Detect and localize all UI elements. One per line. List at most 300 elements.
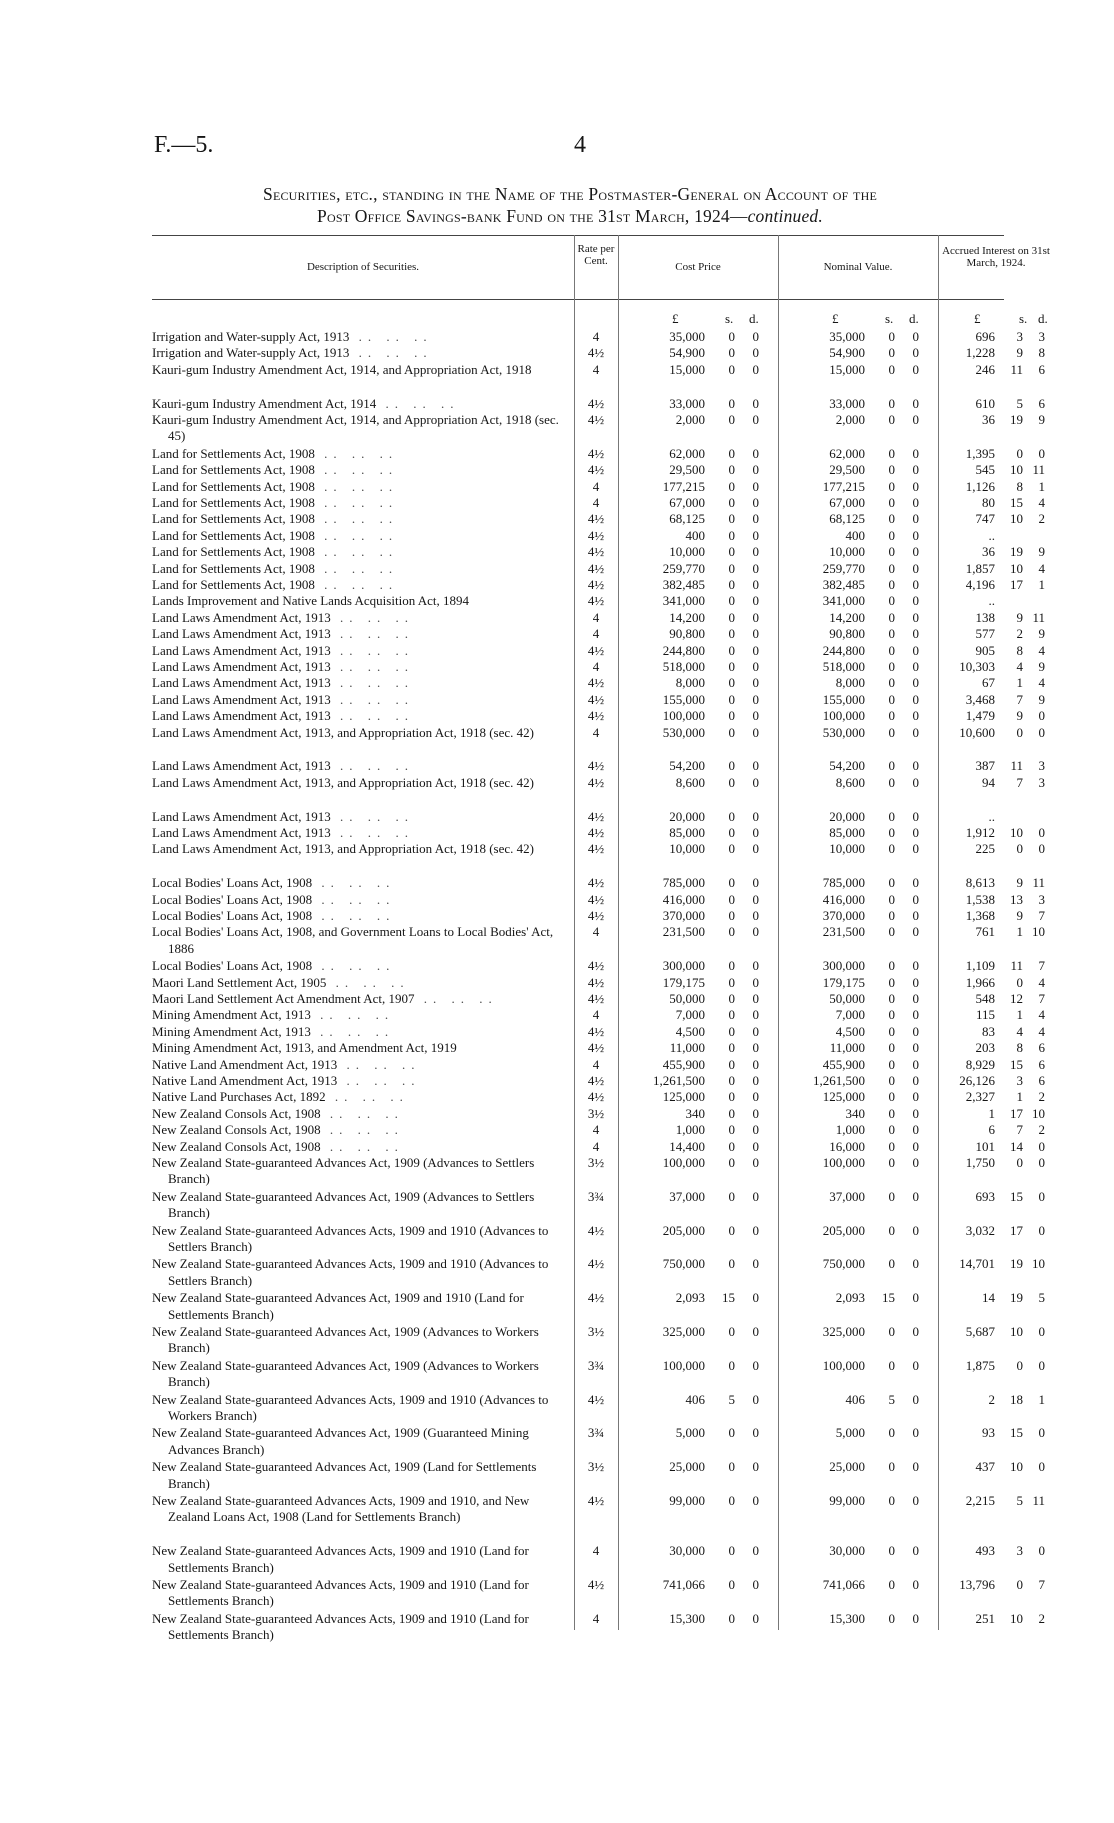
nominal-pounds: 35,000 bbox=[829, 329, 865, 344]
nominal-pence: 0 bbox=[912, 1188, 919, 1204]
nominal-pounds: 90,800 bbox=[829, 626, 865, 642]
row-rate: 4½ bbox=[587, 527, 605, 543]
cost-pence: 0 bbox=[752, 1222, 759, 1238]
interest-pence: 10 bbox=[1032, 924, 1045, 940]
dot-leader: .. .. .. bbox=[314, 544, 399, 560]
description-text: Irrigation and Water-supply Act, 1913 bbox=[152, 345, 350, 361]
nominal-pounds: 50,000 bbox=[829, 991, 865, 1006]
nominal-shillings: 5 bbox=[888, 1391, 895, 1407]
nominal-pounds: 15,000 bbox=[829, 361, 865, 377]
interest-pounds: 203 bbox=[975, 1040, 995, 1056]
nominal-pounds: 1,261,500 bbox=[813, 1073, 865, 1088]
description-text: Lands Improvement and Native Lands Acquisition Act, 1894 bbox=[152, 593, 469, 609]
interest-pence: 8 bbox=[1038, 345, 1045, 361]
nominal-shillings: 0 bbox=[888, 560, 895, 576]
interest-pence: 4 bbox=[1038, 560, 1045, 576]
nominal-pence: 0 bbox=[912, 593, 919, 609]
row-rate: 4½ bbox=[587, 395, 605, 411]
interest-pence: 9 bbox=[1038, 412, 1045, 427]
cost-shillings: 0 bbox=[728, 626, 735, 642]
interest-pence: 0 bbox=[1038, 1155, 1045, 1170]
nominal-pence: 0 bbox=[912, 495, 919, 510]
dot-leader: .. .. .. bbox=[330, 691, 414, 707]
description-text: Land for Settlements Act, 1908 bbox=[152, 478, 315, 494]
interest-pounds: 3,468 bbox=[965, 691, 995, 707]
cost-shillings: 0 bbox=[728, 361, 735, 377]
interest-pence: 6 bbox=[1038, 361, 1045, 377]
row-rate: 4 bbox=[592, 659, 600, 674]
dot-leader: .. .. .. bbox=[349, 345, 433, 361]
interest-shillings: 17 bbox=[1010, 1105, 1023, 1121]
cost-shillings: 0 bbox=[728, 1188, 735, 1204]
description-text: New Zealand Consols Act, 1908 bbox=[152, 1138, 321, 1154]
cost-pounds: 205,000 bbox=[662, 1222, 705, 1238]
nominal-pounds: 99,000 bbox=[829, 1493, 865, 1508]
interest-pence: 10 bbox=[1032, 1105, 1045, 1121]
cost-pounds: 14,400 bbox=[669, 1138, 705, 1154]
title-continued: continued. bbox=[747, 206, 823, 226]
row-description bbox=[152, 544, 568, 560]
nominal-shillings: 0 bbox=[888, 1256, 895, 1272]
row-description bbox=[152, 462, 568, 478]
row-rate: 3½ bbox=[587, 1459, 605, 1475]
cost-pounds: 67,000 bbox=[669, 495, 705, 510]
cost-shillings: 0 bbox=[728, 445, 735, 461]
nominal-pence: 0 bbox=[912, 774, 919, 790]
interest-pounds: 101 bbox=[975, 1138, 995, 1154]
cost-pounds: 29,500 bbox=[669, 462, 705, 478]
description-text: Land for Settlements Act, 1908 bbox=[152, 511, 315, 527]
interest-pence: 0 bbox=[1038, 1425, 1045, 1441]
interest-pounds: 1,912 bbox=[965, 825, 995, 840]
cost-shillings: 0 bbox=[728, 1155, 735, 1170]
nominal-pounds: 455,900 bbox=[822, 1056, 865, 1072]
interest-shillings: 9 bbox=[1016, 875, 1023, 891]
interest-pounds: 1,857 bbox=[965, 560, 995, 576]
interest-pence: 1 bbox=[1038, 478, 1045, 494]
description-text: Native Land Amendment Act, 1913 bbox=[152, 1073, 338, 1088]
row-description bbox=[152, 975, 568, 991]
cost-pence: 0 bbox=[752, 361, 759, 377]
row-description bbox=[152, 1189, 568, 1222]
cost-pounds: 33,000 bbox=[669, 395, 705, 411]
interest-pounds: 2 bbox=[988, 1391, 995, 1407]
nominal-shillings: 0 bbox=[888, 577, 895, 592]
interest-pounds: 610 bbox=[975, 395, 995, 411]
cost-pounds: 406 bbox=[685, 1391, 705, 1407]
dot-leader: .. .. .. bbox=[349, 329, 433, 344]
cost-shillings: 0 bbox=[728, 1089, 735, 1105]
interest-shillings: 7 bbox=[1016, 1122, 1023, 1138]
nominal-shillings: 0 bbox=[888, 1577, 895, 1592]
row-description bbox=[152, 412, 568, 445]
description-text: Kauri-gum Industry Amendment Act, 1914, and Appropriation Act, 1918 (sec. 45) bbox=[152, 412, 559, 444]
interest-pounds: 693 bbox=[975, 1188, 995, 1204]
interest-shillings: 5 bbox=[1016, 1493, 1023, 1508]
cost-shillings: 0 bbox=[728, 724, 735, 740]
dot-leader: .. .. .. bbox=[310, 1023, 395, 1039]
nominal-pence: 0 bbox=[912, 691, 919, 707]
nominal-pence: 0 bbox=[912, 1155, 919, 1170]
cost-pounds: 300,000 bbox=[662, 958, 705, 974]
description-text: Land Laws Amendment Act, 1913 bbox=[152, 758, 331, 774]
nominal-pounds: 62,000 bbox=[829, 445, 865, 461]
dot-leader: .. .. .. bbox=[314, 445, 399, 461]
description-text: Mining Amendment Act, 1913, and Amendment Act, 1919 bbox=[152, 1040, 457, 1056]
nominal-shillings: 0 bbox=[888, 908, 895, 923]
row-description bbox=[152, 1057, 568, 1073]
nominal-shillings: 0 bbox=[888, 841, 895, 857]
cost-shillings: 0 bbox=[728, 1105, 735, 1121]
cost-shillings: 0 bbox=[728, 511, 735, 527]
nominal-pence: 0 bbox=[912, 412, 919, 427]
title-line-1-text: Securities, etc., standing in the Name of the Postmaster-General on Account of the bbox=[263, 184, 877, 204]
nominal-pence: 0 bbox=[912, 758, 919, 774]
row-description bbox=[152, 692, 568, 708]
cost-pence: 0 bbox=[752, 758, 759, 774]
row-description bbox=[152, 1256, 568, 1289]
description-text: Land for Settlements Act, 1908 bbox=[152, 527, 315, 543]
cost-pounds: 10,000 bbox=[669, 841, 705, 857]
description-text: Land for Settlements Act, 1908 bbox=[152, 577, 315, 592]
dot-leader: .. .. .. bbox=[330, 808, 414, 824]
nominal-pence: 0 bbox=[912, 1138, 919, 1154]
interest-pence: 4 bbox=[1038, 495, 1045, 510]
interest-pence: 0 bbox=[1038, 1324, 1045, 1339]
nominal-shillings: 0 bbox=[888, 875, 895, 891]
row-rate: 4½ bbox=[587, 462, 605, 478]
description-text: New Zealand State-guaranteed Advances Act, 1909 (Guaranteed Mining Advances Branch) bbox=[152, 1425, 529, 1457]
interest-shillings: 0 bbox=[1016, 724, 1023, 740]
dot-leader: .. .. .. bbox=[314, 511, 399, 527]
interest-shillings: 4 bbox=[1016, 1023, 1023, 1039]
cost-shillings: 0 bbox=[728, 774, 735, 790]
cost-shillings: 0 bbox=[728, 1543, 735, 1559]
nominal-pence: 0 bbox=[912, 825, 919, 840]
description-text: New Zealand State-guaranteed Advances Acts, 1909 and 1910 (Land for Settlements Branch) bbox=[152, 1543, 529, 1575]
description-text: New Zealand State-guaranteed Advances Acts, 1909 and 1910 (Advances to Settlers Branch) bbox=[152, 1256, 549, 1288]
cost-pence: 0 bbox=[752, 675, 759, 691]
cost-shillings: 0 bbox=[728, 1023, 735, 1039]
nominal-pounds: 406 bbox=[845, 1391, 865, 1407]
nominal-shillings: 0 bbox=[888, 593, 895, 609]
interest-shillings: 8 bbox=[1016, 642, 1023, 658]
nominal-shillings: 0 bbox=[888, 1122, 895, 1138]
interest-shillings: 15 bbox=[1010, 1188, 1023, 1204]
unit-shillings: s. bbox=[885, 311, 894, 326]
dot-leader: .. .. .. bbox=[312, 908, 396, 923]
interest-pence: 4 bbox=[1038, 1007, 1045, 1023]
nominal-pence: 0 bbox=[912, 577, 919, 592]
interest-pounds: 1,368 bbox=[965, 908, 995, 923]
description-text: Mining Amendment Act, 1913 bbox=[152, 1007, 311, 1023]
row-description bbox=[152, 1223, 568, 1256]
row-description bbox=[152, 991, 568, 1007]
nominal-pounds: 10,000 bbox=[829, 544, 865, 560]
cost-shillings: 0 bbox=[728, 1073, 735, 1088]
nominal-shillings: 0 bbox=[888, 412, 895, 427]
interest-pounds: 696 bbox=[975, 329, 995, 344]
nominal-pence: 0 bbox=[912, 1040, 919, 1056]
row-rate: 4 bbox=[592, 1122, 600, 1138]
cost-pounds: 62,000 bbox=[669, 445, 705, 461]
cost-pounds: 177,215 bbox=[662, 478, 705, 494]
cost-shillings: 0 bbox=[728, 841, 735, 857]
nominal-pounds: 2,000 bbox=[835, 412, 865, 427]
nominal-pounds: 416,000 bbox=[822, 891, 865, 907]
interest-shillings: 14 bbox=[1010, 1138, 1023, 1154]
nominal-pounds: 370,000 bbox=[822, 908, 865, 923]
nominal-pence: 0 bbox=[912, 1056, 919, 1072]
cost-shillings: 0 bbox=[728, 1459, 735, 1475]
page-number: 4 bbox=[574, 132, 586, 158]
cost-pounds: 100,000 bbox=[662, 708, 705, 724]
description-text: Native Land Amendment Act, 1913 bbox=[152, 1056, 338, 1072]
row-description bbox=[152, 1139, 568, 1155]
row-description bbox=[152, 495, 568, 511]
interest-pence: 5 bbox=[1038, 1290, 1045, 1306]
cost-shillings: 0 bbox=[728, 758, 735, 774]
interest-pounds: 1,966 bbox=[965, 974, 995, 990]
interest-pounds: 10,303 bbox=[959, 659, 995, 674]
nominal-shillings: 0 bbox=[888, 1040, 895, 1056]
cost-shillings: 0 bbox=[728, 891, 735, 907]
nominal-shillings: 0 bbox=[888, 1459, 895, 1475]
interest-shillings: 18 bbox=[1010, 1391, 1023, 1407]
nominal-pence: 0 bbox=[912, 1493, 919, 1508]
nominal-pounds: 54,200 bbox=[829, 758, 865, 774]
interest-shillings: 10 bbox=[1010, 1610, 1023, 1626]
row-description bbox=[152, 1392, 568, 1425]
dot-leader: .. .. .. bbox=[414, 991, 498, 1006]
interest-shillings: 17 bbox=[1010, 577, 1023, 592]
nominal-pence: 0 bbox=[912, 841, 919, 857]
nominal-pounds: 125,000 bbox=[822, 1089, 865, 1105]
nominal-pounds: 33,000 bbox=[829, 395, 865, 411]
dot-leader: .. .. .. bbox=[320, 1122, 404, 1138]
interest-shillings: 11 bbox=[1010, 758, 1023, 774]
description-text: New Zealand State-guaranteed Advances Act, 1909 (Land for Settlements Branch) bbox=[152, 1459, 537, 1491]
row-rate: 4½ bbox=[587, 958, 605, 974]
row-description bbox=[152, 775, 568, 791]
description-text: New Zealand State-guaranteed Advances Acts, 1909 and 1910 (Land for Settlements Branch) bbox=[152, 1577, 529, 1609]
interest-pence: 0 bbox=[1038, 825, 1045, 840]
cost-pence: 0 bbox=[752, 1122, 759, 1138]
nominal-pence: 0 bbox=[912, 891, 919, 907]
row-description bbox=[152, 908, 568, 924]
interest-shillings: 0 bbox=[1016, 1155, 1023, 1170]
cost-pence: 0 bbox=[752, 478, 759, 494]
cost-pence: 0 bbox=[752, 1138, 759, 1154]
cost-shillings: 0 bbox=[728, 478, 735, 494]
nominal-shillings: 0 bbox=[888, 626, 895, 642]
nominal-shillings: 0 bbox=[888, 642, 895, 658]
cost-shillings: 0 bbox=[728, 1577, 735, 1592]
description-text: Land for Settlements Act, 1908 bbox=[152, 495, 315, 510]
cost-pounds: 2,093 bbox=[675, 1290, 705, 1306]
description-text: Land Laws Amendment Act, 1913 bbox=[152, 626, 331, 642]
nominal-pounds: 29,500 bbox=[829, 462, 865, 478]
row-rate: 4½ bbox=[587, 1290, 605, 1306]
description-text: Land for Settlements Act, 1908 bbox=[152, 462, 315, 478]
cost-pence: 0 bbox=[752, 774, 759, 790]
nominal-pounds: 85,000 bbox=[829, 825, 865, 840]
nominal-shillings: 0 bbox=[888, 691, 895, 707]
interest-pounds: 26,126 bbox=[959, 1073, 995, 1088]
nominal-shillings: 0 bbox=[888, 675, 895, 691]
description-text: Land for Settlements Act, 1908 bbox=[152, 445, 315, 461]
nominal-pounds: 68,125 bbox=[829, 511, 865, 527]
interest-shillings: 10 bbox=[1010, 560, 1023, 576]
cost-shillings: 0 bbox=[728, 395, 735, 411]
row-rate: 4½ bbox=[587, 1391, 605, 1407]
interest-pounds: 2,215 bbox=[965, 1493, 995, 1508]
document-title bbox=[140, 183, 1000, 227]
cost-pounds: 155,000 bbox=[662, 691, 705, 707]
unit-pence: d. bbox=[909, 311, 919, 326]
cost-shillings: 0 bbox=[728, 560, 735, 576]
cost-shillings: 0 bbox=[728, 642, 735, 658]
interest-pounds: 1,479 bbox=[965, 708, 995, 724]
nominal-shillings: 0 bbox=[888, 445, 895, 461]
nominal-pounds: 341,000 bbox=[822, 593, 865, 609]
cost-pounds: 4,500 bbox=[675, 1023, 705, 1039]
row-rate: 4½ bbox=[587, 412, 605, 427]
nominal-shillings: 0 bbox=[888, 329, 895, 344]
nominal-pence: 0 bbox=[912, 708, 919, 724]
top-rule bbox=[152, 235, 1004, 236]
nominal-pounds: 750,000 bbox=[822, 1256, 865, 1272]
description-text: Native Land Purchases Act, 1892 bbox=[152, 1089, 326, 1105]
cost-pence: 0 bbox=[752, 1577, 759, 1592]
cost-shillings: 0 bbox=[728, 593, 735, 609]
interest-shillings: 10 bbox=[1010, 1459, 1023, 1475]
description-text: Kauri-gum Industry Amendment Act, 1914, and Appropriation Act, 1918 bbox=[152, 361, 532, 377]
cost-pence: 0 bbox=[752, 345, 759, 361]
cost-pounds: 54,200 bbox=[669, 758, 705, 774]
nominal-pounds: 177,215 bbox=[822, 478, 865, 494]
cost-pounds: 15,000 bbox=[669, 361, 705, 377]
cost-pounds: 68,125 bbox=[669, 511, 705, 527]
header-nominal: Nominal Value. bbox=[823, 261, 893, 273]
row-rate: 4½ bbox=[587, 774, 605, 790]
interest-shillings: 19 bbox=[1010, 544, 1023, 560]
cost-pence: 0 bbox=[752, 1256, 759, 1272]
nominal-shillings: 0 bbox=[888, 1188, 895, 1204]
nominal-pence: 0 bbox=[912, 1290, 919, 1306]
row-rate: 4½ bbox=[587, 908, 605, 923]
interest-pence: 11 bbox=[1032, 1493, 1045, 1508]
nominal-pence: 0 bbox=[912, 609, 919, 625]
cost-pounds: 382,485 bbox=[662, 577, 705, 592]
cost-pounds: 54,900 bbox=[669, 345, 705, 361]
interest-shillings: 1 bbox=[1016, 1089, 1023, 1105]
nominal-pence: 0 bbox=[912, 445, 919, 461]
nominal-pence: 0 bbox=[912, 1425, 919, 1441]
dot-leader: .. .. .. bbox=[337, 1073, 421, 1088]
interest-pence: 6 bbox=[1038, 1056, 1045, 1072]
nominal-pounds: 7,000 bbox=[835, 1007, 865, 1023]
unit-pounds: £ bbox=[832, 311, 839, 326]
header-description: Description of Securities. bbox=[306, 261, 420, 273]
cost-pounds: 85,000 bbox=[669, 825, 705, 840]
interest-pounds: 1,395 bbox=[965, 445, 995, 461]
dot-leader: .. .. .. bbox=[310, 1007, 395, 1023]
dot-leader: .. .. .. bbox=[314, 527, 399, 543]
nominal-shillings: 0 bbox=[888, 825, 895, 840]
cost-pence: 0 bbox=[752, 527, 759, 543]
row-description bbox=[152, 1459, 568, 1492]
nominal-shillings: 0 bbox=[888, 609, 895, 625]
row-rate: 4½ bbox=[587, 841, 605, 857]
description-text: New Zealand State-guaranteed Advances Acts, 1909 and 1910 (Advances to Settlers Branch) bbox=[152, 1222, 549, 1254]
interest-pence: 4 bbox=[1038, 642, 1045, 658]
cost-pence: 0 bbox=[752, 1459, 759, 1475]
cost-pounds: 179,175 bbox=[662, 974, 705, 990]
interest-pounds: 13,796 bbox=[959, 1577, 995, 1592]
interest-pounds: 115 bbox=[975, 1007, 995, 1023]
row-rate: 4 bbox=[592, 1138, 600, 1154]
description-text: New Zealand State-guaranteed Advances Acts, 1909 and 1910, and New Zealand Loans Act, 1908 (Land for Settlements Branch) bbox=[152, 1493, 530, 1525]
nominal-pounds: 155,000 bbox=[822, 691, 865, 707]
interest-shillings: 3 bbox=[1016, 329, 1023, 344]
interest-pounds: 251 bbox=[975, 1610, 995, 1626]
unit-pence: d. bbox=[1038, 311, 1048, 326]
interest-pence: 0 bbox=[1038, 1188, 1045, 1204]
row-description bbox=[152, 362, 568, 378]
interest-pence: 0 bbox=[1038, 841, 1045, 857]
cost-pence: 0 bbox=[752, 412, 759, 427]
row-rate: 4½ bbox=[587, 1089, 605, 1105]
interest-pence: 0 bbox=[1038, 1543, 1045, 1559]
nominal-pounds: 14,200 bbox=[829, 609, 865, 625]
interest-shillings: 1 bbox=[1016, 675, 1023, 691]
nominal-pounds: 11,000 bbox=[829, 1040, 865, 1056]
cost-pounds: 325,000 bbox=[662, 1324, 705, 1339]
nominal-shillings: 0 bbox=[888, 1610, 895, 1626]
dot-leader: .. .. .. bbox=[314, 462, 399, 478]
cost-pounds: 11,000 bbox=[669, 1040, 705, 1056]
interest-pounds: 1,538 bbox=[965, 891, 995, 907]
nominal-pounds: 4,500 bbox=[835, 1023, 865, 1039]
cost-pounds: 530,000 bbox=[662, 724, 705, 740]
nominal-shillings: 0 bbox=[888, 958, 895, 974]
description-text: Land Laws Amendment Act, 1913, and Appropriation Act, 1918 (sec. 42) bbox=[152, 774, 534, 790]
nominal-pounds: 325,000 bbox=[822, 1324, 865, 1339]
cost-pounds: 8,000 bbox=[675, 675, 705, 691]
description-text: Land Laws Amendment Act, 1913 bbox=[152, 659, 331, 674]
interest-pounds: 14,701 bbox=[959, 1256, 995, 1272]
interest-shillings: 19 bbox=[1010, 1290, 1023, 1306]
row-description bbox=[152, 1089, 568, 1105]
row-description bbox=[152, 875, 568, 891]
cost-pence: 0 bbox=[752, 659, 759, 674]
dot-leader: .. .. .. bbox=[330, 626, 414, 642]
cost-pence: 0 bbox=[752, 1023, 759, 1039]
row-description bbox=[152, 561, 568, 577]
nominal-pounds: 340 bbox=[845, 1105, 865, 1121]
cost-pence: 0 bbox=[752, 1357, 759, 1373]
cost-pounds: 50,000 bbox=[669, 991, 705, 1006]
title-line-2 bbox=[140, 205, 1000, 227]
cost-shillings: 0 bbox=[728, 1122, 735, 1138]
header-cost: Cost Price bbox=[675, 261, 721, 273]
interest-pounds: 5,687 bbox=[965, 1324, 995, 1339]
row-rate: 4½ bbox=[587, 1577, 605, 1592]
cost-pence: 0 bbox=[752, 908, 759, 923]
cost-pence: 0 bbox=[752, 544, 759, 560]
description-text: Land for Settlements Act, 1908 bbox=[152, 544, 315, 560]
